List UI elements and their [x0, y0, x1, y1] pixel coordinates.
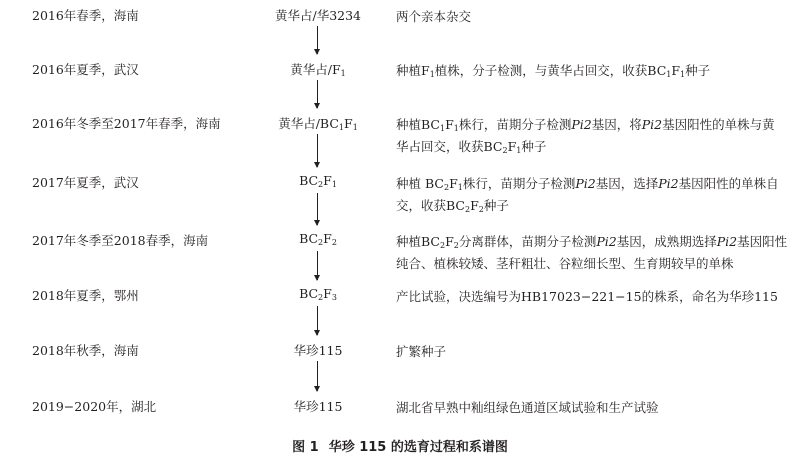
down-arrow	[317, 134, 318, 167]
step-generation: $BC_2F_2$	[299, 231, 337, 247]
down-arrow	[317, 251, 318, 280]
pedigree-step	[0, 112, 800, 156]
step-season-location: 2017年冬季至2018春季，海南	[32, 233, 209, 248]
step-activity-line: 产比试验，决选编号为HB17023−221−15的株系，命名为华珍115	[396, 289, 778, 304]
step-generation: 华珍115	[293, 399, 343, 414]
step-season-location: 2018年夏季，鄂州	[32, 288, 139, 303]
down-arrow	[317, 80, 318, 108]
step-season-location: 2016年春季，海南	[32, 8, 139, 23]
step-generation: 华珍115	[293, 343, 343, 358]
down-arrow	[317, 193, 318, 225]
pedigree-step	[0, 4, 800, 48]
down-arrow	[317, 26, 318, 54]
step-season-location: 2016年冬季至2017年春季，海南	[32, 116, 221, 131]
step-season-location: 2019−2020年，湖北	[32, 399, 157, 414]
pedigree-step	[0, 229, 800, 273]
step-activity	[396, 231, 788, 275]
step-generation: $BC_2F_1$	[299, 173, 337, 189]
step-generation: $BC_2F_3$	[299, 286, 337, 302]
step-activity-line: 种植$BC_2F_2$分离群体，苗期分子检测Pi2基因，成熟期选择Pi2基因阳性	[396, 234, 788, 250]
pedigree-step	[0, 395, 800, 439]
figure-caption	[0, 436, 800, 455]
step-activity-line: 湖北省早熟中籼组绿色通道区域试验和生产试验	[396, 400, 659, 415]
down-arrow	[317, 361, 318, 391]
down-arrow	[317, 306, 318, 335]
step-season-location: 2016年夏季，武汉	[32, 62, 139, 77]
step-activity-line: 交，收获$BC_2F_2$种子	[396, 198, 509, 214]
step-generation: 黄华占$/F_1$	[290, 62, 346, 78]
step-activity	[396, 397, 776, 419]
step-activity-line: 种植$BC_1F_1$株行，苗期分子检测Pi2基因，将Pi2基因阳性的单株与黄	[396, 117, 775, 133]
step-generation: 黄华占/华3234	[274, 8, 362, 23]
step-generation: 黄华占$/BC_1F_1$	[278, 116, 358, 132]
step-activity-line: 扩繁种子	[396, 344, 447, 359]
step-activity-line: 华占回交，收获$BC_2F_1$种子	[396, 139, 547, 155]
step-activity	[396, 341, 776, 363]
step-activity	[396, 114, 776, 158]
figure-number: 图 1	[292, 440, 319, 455]
step-season-location: 2018年秋季，海南	[32, 343, 139, 358]
step-activity	[396, 6, 776, 28]
step-activity-line: 种植 $BC_2F_1$株行，苗期分子检测Pi2基因，选择Pi2基因阳性的单株自	[396, 176, 779, 192]
step-activity	[396, 286, 776, 308]
step-activity-line: 两个亲本杂交	[396, 9, 472, 24]
step-activity-line: 种植$F_1$植株，分子检测，与黄华占回交，收获$BC_1F_1$种子	[396, 63, 711, 79]
pedigree-step	[0, 58, 800, 102]
pedigree-step	[0, 284, 800, 328]
step-season-location: 2017年夏季，武汉	[32, 175, 139, 190]
step-activity-line: 纯合、植株较矮、茎秆粗壮、谷粒细长型、生育期较早的单株	[396, 256, 734, 271]
figure-title: 华珍 115 的选育过程和系谱图	[328, 440, 508, 455]
pedigree-step	[0, 171, 800, 215]
step-activity	[396, 173, 779, 217]
step-activity	[396, 60, 776, 82]
pedigree-step	[0, 339, 800, 383]
